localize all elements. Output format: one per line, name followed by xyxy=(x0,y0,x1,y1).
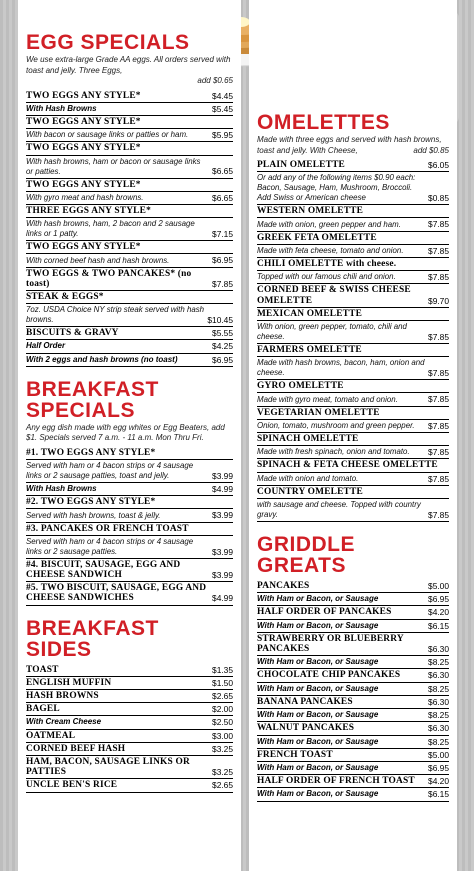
item-name: MEXICAN OMELETTE xyxy=(257,308,363,319)
item-name: #1. TWO EGGS ANY STYLE* xyxy=(26,447,156,458)
griddle-greats-list xyxy=(257,580,449,801)
item-price: $7.15 xyxy=(212,228,233,239)
menu-item-row xyxy=(257,749,449,762)
section-title: OMELETTES xyxy=(257,111,390,134)
item-price: $7.85 xyxy=(212,278,233,289)
menu-item-row xyxy=(257,633,449,656)
item-option: With Ham or Bacon, or Sausage xyxy=(257,594,379,604)
intro-add-price: add $0.85 xyxy=(413,145,449,155)
menu-item-row xyxy=(257,433,449,446)
item-description: With hash browns, ham, 2 bacon and 2 sausage links or 1 patty. xyxy=(26,219,195,239)
item-name: HASH BROWNS xyxy=(26,690,99,701)
item-price: $6.95 xyxy=(212,255,233,266)
egg-specials-section xyxy=(26,32,233,367)
item-price: $6.30 xyxy=(428,696,449,707)
item-price: $4.45 xyxy=(212,90,233,101)
menu-item-row xyxy=(26,509,233,522)
menu-item-row xyxy=(26,103,233,116)
menu-item-row xyxy=(26,559,233,582)
item-price: $6.95 xyxy=(212,354,233,365)
item-price: $3.25 xyxy=(212,767,233,778)
item-name: BANANA PANCAKES xyxy=(257,696,353,707)
item-description: 7oz. USDA Choice NY strip steak served with hash browns. xyxy=(26,305,205,325)
section-title xyxy=(26,379,233,421)
item-price: $5.45 xyxy=(212,103,233,114)
menu-item-row xyxy=(257,656,449,669)
item-name: #3. PANCAKES OR FRENCH TOAST xyxy=(26,523,189,534)
menu-item-row xyxy=(26,703,233,716)
egg-specials-list xyxy=(26,90,233,367)
menu-item-row xyxy=(257,284,449,307)
item-description: Made with feta cheese, tomato and onion. xyxy=(257,246,404,256)
item-price: $3.25 xyxy=(212,743,233,754)
menu-item-row xyxy=(257,205,449,218)
menu-item-row xyxy=(26,756,233,779)
menu-item-row xyxy=(26,716,233,729)
menu-item-row xyxy=(257,775,449,788)
item-description: With corned beef hash and hash browns. xyxy=(26,255,170,265)
item-option: With Ham or Bacon, or Sausage xyxy=(257,762,379,772)
menu-item-row xyxy=(26,129,233,142)
item-price: $3.99 xyxy=(212,569,233,580)
menu-item-row xyxy=(26,268,233,291)
item-price: $0.85 xyxy=(428,193,449,203)
item-price: $3.99 xyxy=(212,546,233,557)
item-name: STRAWBERRY OR BLUEBERRY PANCAKES xyxy=(257,633,404,655)
menu-item-row xyxy=(257,580,449,593)
menu-item-row xyxy=(257,683,449,696)
item-description: With onion, green pepper, tomato, chili and cheese. xyxy=(257,322,407,342)
menu-item-row xyxy=(26,582,233,605)
menu-item-row xyxy=(26,254,233,267)
menu-item-row xyxy=(26,218,233,241)
item-price: $7.85 xyxy=(428,219,449,230)
item-price: $6.95 xyxy=(428,594,449,605)
intro-text: We use extra-large Grade AA eggs. All orders served with toast and jelly. Three Eggs, xyxy=(26,55,231,75)
menu-item-row xyxy=(26,447,233,460)
menu-item-row xyxy=(257,709,449,722)
menu-item-row xyxy=(26,677,233,690)
item-name: THREE EGGS ANY STYLE* xyxy=(26,205,151,216)
menu-item-row xyxy=(257,271,449,284)
section-title: GRIDDLE GREATS xyxy=(257,533,355,578)
menu-item-row xyxy=(257,159,449,172)
item-option: With Hash Browns xyxy=(26,483,97,493)
item-price: $6.65 xyxy=(212,192,233,203)
item-description: Made with onion and tomato. xyxy=(257,473,359,483)
item-description: With bacon or sausage links or patties or ham. xyxy=(26,130,189,140)
item-price: $7.85 xyxy=(428,331,449,342)
item-price: $6.30 xyxy=(428,723,449,734)
menu-item-row xyxy=(257,218,449,231)
item-price: $7.85 xyxy=(428,394,449,405)
menu-item-row xyxy=(26,116,233,129)
item-name: #5. TWO BISCUIT, SAUSAGE, EGG AND CHEESE SANDWICHES xyxy=(26,583,207,604)
menu-item-row xyxy=(257,486,449,499)
item-price: $7.85 xyxy=(428,420,449,431)
item-price: $3.00 xyxy=(212,730,233,741)
item-price: $2.00 xyxy=(212,704,233,715)
item-name: FARMERS OMELETTE xyxy=(257,345,362,356)
item-price: $2.65 xyxy=(212,780,233,791)
item-option: With Ham or Bacon, or Sausage xyxy=(257,736,379,746)
title-line-1: BREAKFAST xyxy=(26,616,159,640)
item-description: Made with gyro meat, tomato and onion. xyxy=(257,394,398,404)
menu-item-row xyxy=(26,327,233,340)
item-price: $4.99 xyxy=(212,593,233,604)
item-name: TWO EGGS ANY STYLE* xyxy=(26,90,141,101)
menu-item-row xyxy=(26,291,233,304)
menu-item-row xyxy=(26,241,233,254)
item-price: $3.99 xyxy=(212,510,233,521)
menu-item-row xyxy=(257,380,449,393)
item-price: $6.15 xyxy=(428,620,449,631)
menu-item-row xyxy=(257,344,449,357)
item-option: Half Order xyxy=(26,341,66,351)
item-name: HALF ORDER OF PANCAKES xyxy=(257,607,392,618)
menu-item-row xyxy=(257,308,449,321)
item-name: PLAIN OMELETTE xyxy=(257,160,345,170)
item-option: With Ham or Bacon, or Sausage xyxy=(257,789,379,799)
menu-item-row xyxy=(26,743,233,756)
section-title xyxy=(26,618,233,660)
menu-item-row xyxy=(257,258,449,271)
item-name: BAGEL xyxy=(26,704,60,715)
omelettes-list xyxy=(257,159,449,522)
menu-item-row xyxy=(26,205,233,218)
item-price: $6.30 xyxy=(428,670,449,681)
item-name: #4. BISCUIT, SAUSAGE, EGG AND CHEESE SANDWICH xyxy=(26,559,181,580)
item-description: Made with onion, green pepper and ham. xyxy=(257,219,401,229)
item-price: $3.99 xyxy=(212,470,233,481)
item-name: CHILI OMELETTE with cheese. xyxy=(257,259,397,270)
item-name: ENGLISH MUFFIN xyxy=(26,677,112,688)
breakfast-specials-list xyxy=(26,447,233,606)
menu-item-row xyxy=(26,536,233,559)
menu-item-row xyxy=(26,179,233,192)
item-name: COUNTRY OMELETTE xyxy=(257,486,363,497)
item-description: Served with ham or 4 bacon strips or 4 sausage links or 2 sausage patties, toast and jelly. xyxy=(26,460,194,480)
item-description: With gyro meat and hash browns. xyxy=(26,192,144,202)
item-description: With hash browns, ham or bacon or sausage links or patties. xyxy=(26,156,201,176)
menu-item-row xyxy=(257,696,449,709)
section-intro xyxy=(26,55,233,87)
item-name: UNCLE BEN'S RICE xyxy=(26,780,118,791)
menu-item-row xyxy=(257,459,449,472)
item-price: $7.85 xyxy=(428,272,449,283)
item-name: GYRO OMELETTE xyxy=(257,381,344,392)
breakfast-sides-list xyxy=(26,664,233,793)
section-title: EGG SPECIALS xyxy=(26,31,190,54)
menu-item-row xyxy=(257,446,449,459)
menu-item-row xyxy=(257,393,449,406)
item-name: TWO EGGS ANY STYLE* xyxy=(26,179,141,190)
item-price: $9.70 xyxy=(428,295,449,306)
item-name: WESTERN OMELETTE xyxy=(257,206,364,217)
menu-item-row xyxy=(26,460,233,483)
menu-item-row xyxy=(257,499,449,522)
menu-item-row xyxy=(26,354,233,367)
item-name: SPINACH & FETA CHEESE OMELETTE xyxy=(257,460,438,471)
item-price: $8.25 xyxy=(428,657,449,668)
menu-item-row xyxy=(257,620,449,633)
menu-item-row xyxy=(257,593,449,606)
intro-text: Made with three eggs and served with hash browns, toast and jelly. With Cheese, xyxy=(257,135,442,155)
section-intro: Any egg dish made with egg whites or Egg Beaters, add $1. Specials served 7 a.m. - 11 a.m. Mon Thru Fri. xyxy=(26,422,225,443)
item-name: GREEK FETA OMELETTE xyxy=(257,232,377,243)
item-description: Served with ham or 4 bacon strips or 4 sausage links or 2 sausage patties. xyxy=(26,536,194,556)
menu-item-row xyxy=(26,90,233,103)
item-price: $2.50 xyxy=(212,717,233,728)
item-name: TWO EGGS ANY STYLE* xyxy=(26,116,141,127)
item-option: With 2 eggs and hash browns (no toast) xyxy=(26,354,178,364)
menu-item-row xyxy=(257,357,449,380)
item-name: PANCAKES xyxy=(257,581,310,592)
item-name: HAM, BACON, SAUSAGE LINKS OR PATTIES xyxy=(26,757,190,778)
item-price: $6.95 xyxy=(428,762,449,773)
item-name: FRENCH TOAST xyxy=(257,749,333,760)
title-line-2: SPECIALS xyxy=(26,398,136,422)
item-description: with sausage and cheese. Topped with country gravy. xyxy=(257,500,421,520)
item-price: $7.85 xyxy=(428,473,449,484)
item-price: $6.15 xyxy=(428,789,449,800)
menu-item-row xyxy=(26,730,233,743)
right-column xyxy=(249,0,457,871)
item-name: BISCUITS & GRAVY xyxy=(26,328,119,339)
breakfast-specials-section xyxy=(26,379,233,606)
menu-item-row xyxy=(26,690,233,703)
item-price: $6.65 xyxy=(212,166,233,177)
menu-item-row xyxy=(26,664,233,677)
menu-item-row xyxy=(26,779,233,792)
item-name: CORNED BEEF & SWISS CHEESE OMELETTE xyxy=(257,285,411,306)
item-option: With Ham or Bacon, or Sausage xyxy=(257,710,379,720)
item-description: Served with hash browns, toast & jelly. xyxy=(26,510,161,520)
item-price: $4.20 xyxy=(428,776,449,787)
item-name: TOAST xyxy=(26,664,59,675)
item-price: $6.30 xyxy=(428,644,449,655)
menu-item-row xyxy=(257,669,449,682)
item-price: $8.25 xyxy=(428,710,449,721)
item-name: VEGETARIAN OMELETTE xyxy=(257,407,380,418)
item-price: $7.85 xyxy=(428,509,449,520)
item-price: $5.00 xyxy=(428,749,449,760)
menu-item-row xyxy=(257,245,449,258)
item-price: $7.85 xyxy=(428,447,449,458)
intro-add-price: add $0.65 xyxy=(197,76,233,85)
item-price: $4.99 xyxy=(212,483,233,494)
item-name: TWO EGGS ANY STYLE* xyxy=(26,242,141,253)
menu-item-row xyxy=(257,736,449,749)
left-column xyxy=(18,0,241,871)
item-price: $8.25 xyxy=(428,683,449,694)
item-name: HALF ORDER OF FRENCH TOAST xyxy=(257,776,415,787)
item-name: STEAK & EGGS* xyxy=(26,291,104,302)
menu-item-row xyxy=(26,304,233,327)
item-option: With Cream Cheese xyxy=(26,717,102,727)
item-description: Onion, tomato, mushroom and green pepper. xyxy=(257,421,415,431)
item-name: OATMEAL xyxy=(26,730,76,741)
menu-item-row xyxy=(26,156,233,179)
menu-item-row xyxy=(26,340,233,353)
item-option: With Hash Browns xyxy=(26,103,97,113)
menu-item-row xyxy=(257,788,449,801)
menu-item-row xyxy=(257,762,449,775)
menu-item-row xyxy=(257,722,449,735)
item-price: $1.35 xyxy=(212,664,233,675)
item-option: With Ham or Bacon, or Sausage xyxy=(257,657,379,667)
item-name: CORNED BEEF HASH xyxy=(26,743,126,754)
item-price: $7.85 xyxy=(428,245,449,256)
menu-item-row xyxy=(257,407,449,420)
menu-item-row xyxy=(257,473,449,486)
item-option: With Ham or Bacon, or Sausage xyxy=(257,620,379,630)
item-price: $5.00 xyxy=(428,581,449,592)
menu-item-row xyxy=(257,232,449,245)
omelettes-section xyxy=(257,112,449,522)
griddle-greats-section xyxy=(257,534,449,801)
menu-item-row xyxy=(26,483,233,496)
menu-item-row xyxy=(26,142,233,155)
item-name: SPINACH OMELETTE xyxy=(257,434,359,445)
title-line-1: BREAKFAST xyxy=(26,377,159,401)
item-description: Topped with our famous chili and onion. xyxy=(257,272,396,282)
item-description: Made with hash browns, bacon, ham, onion and cheese. xyxy=(257,358,425,378)
menu-item-row xyxy=(26,496,233,509)
item-price: $8.25 xyxy=(428,736,449,747)
item-price: $4.20 xyxy=(428,607,449,618)
section-intro xyxy=(257,135,449,156)
item-name: CHOCOLATE CHIP PANCAKES xyxy=(257,670,401,681)
item-price: $2.65 xyxy=(212,690,233,701)
item-description: Or add any of the following items $0.90 each: Bacon, Sausage, Ham, Mushroom, Broccoli. Add Swiss or American cheese xyxy=(257,173,416,203)
item-name: WALNUT PANCAKES xyxy=(257,723,355,734)
title-line-2: SIDES xyxy=(26,637,92,661)
item-price: $5.95 xyxy=(212,130,233,141)
menu-item-row xyxy=(257,321,449,344)
item-price: $1.50 xyxy=(212,677,233,688)
item-name: #2. TWO EGGS ANY STYLE* xyxy=(26,497,156,508)
item-name: TWO EGGS & TWO PANCAKES* (no toast) xyxy=(26,268,192,289)
breakfast-sides-section xyxy=(26,618,233,793)
item-name: TWO EGGS ANY STYLE* xyxy=(26,143,141,154)
menu-item-row xyxy=(257,172,449,205)
item-price: $4.25 xyxy=(212,341,233,352)
item-price: $6.05 xyxy=(428,160,449,170)
menu-item-row xyxy=(257,606,449,619)
item-option: With Ham or Bacon, or Sausage xyxy=(257,683,379,693)
menu-item-row xyxy=(26,523,233,536)
item-price: $10.45 xyxy=(207,314,233,325)
item-price: $5.55 xyxy=(212,328,233,339)
item-price: $7.85 xyxy=(428,368,449,379)
menu-item-row xyxy=(257,420,449,433)
item-description: Made with fresh spinach, onion and tomato. xyxy=(257,447,410,457)
menu-item-row xyxy=(26,192,233,205)
